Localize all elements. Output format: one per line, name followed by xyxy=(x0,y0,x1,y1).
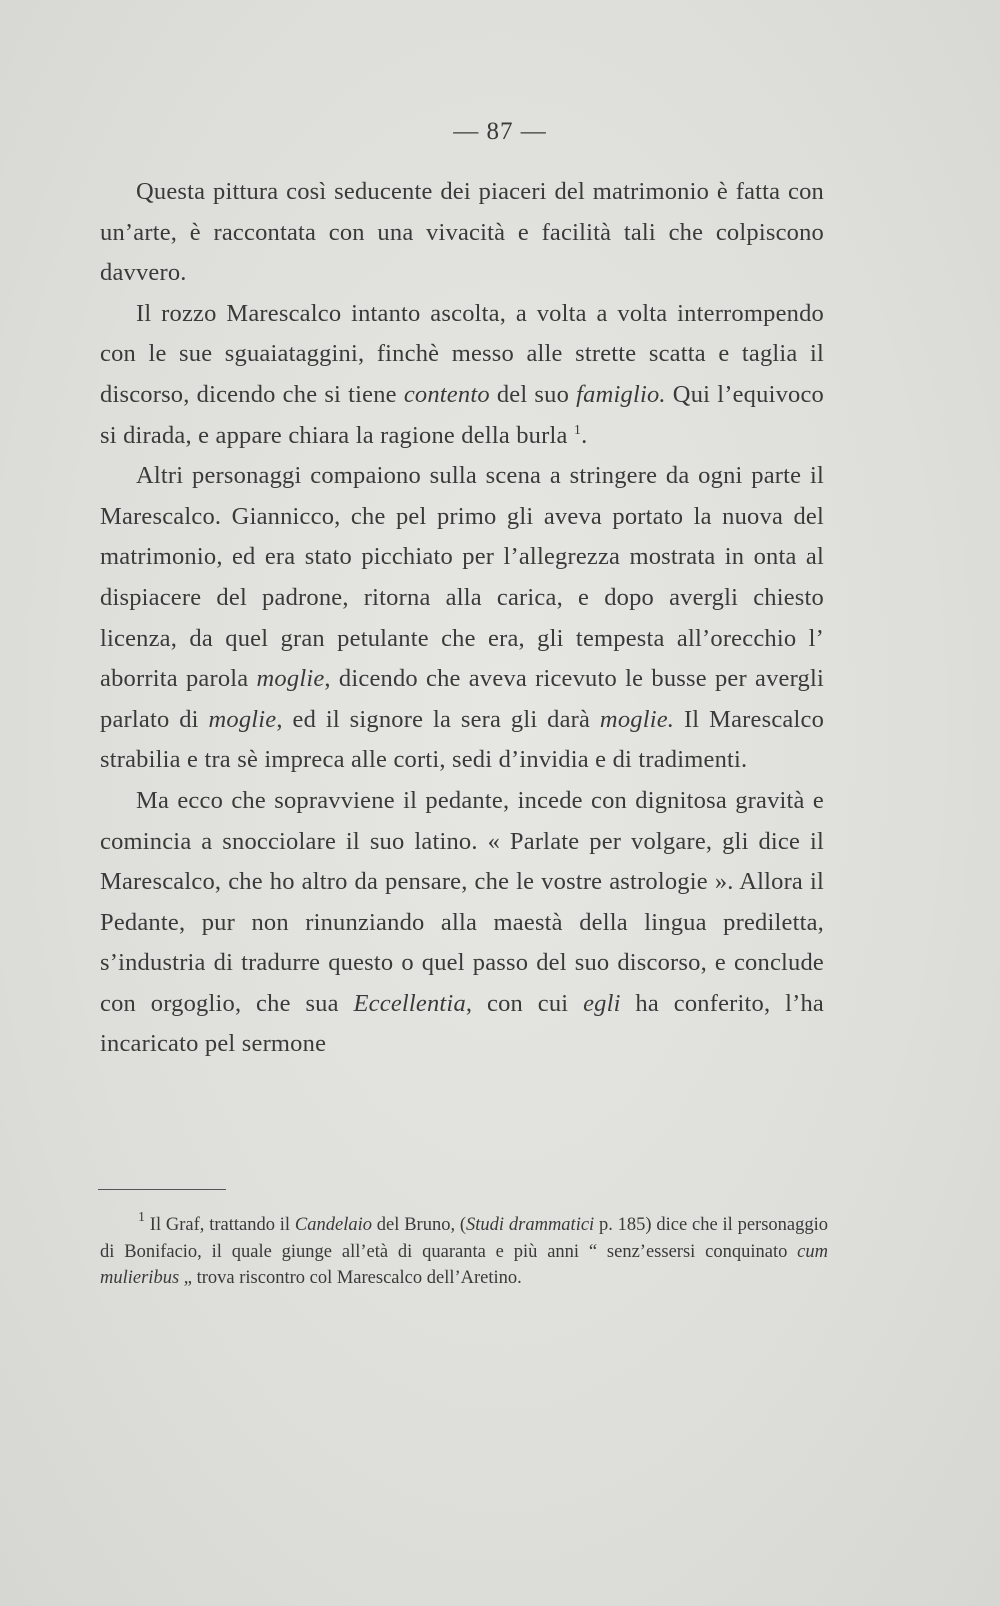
paragraph xyxy=(100,294,824,456)
italic-text: moglie xyxy=(256,665,325,693)
text-run: Il Marescalco strabilia e tra sè impreca alle corti, sedi d’invidia e di tradimenti. xyxy=(100,705,825,774)
text-run: „ trova riscontro col Marescalco dell’Aretino. xyxy=(179,1268,522,1289)
footnote xyxy=(100,1212,828,1292)
italic-text: Eccellentia xyxy=(353,989,466,1017)
text-run: , ed il signore la sera gli darà xyxy=(276,705,600,733)
italic-text: Candelaio xyxy=(294,1215,372,1235)
text-run: Ma ecco che sopravviene il pedante, incede con dignitosa gravità e comincia a snocciolare il suo latino. « Parlate per volgare, gli dice il Marescalco, che ho altro da pensare, che le vostre astrologie ». Allora il Pedante, pur non rinunziando alla maestà della lingua prediletta, s’industria di tradurre questo o quel passo del suo discorso, e conclude con orgoglio, che sua xyxy=(100,786,824,1017)
footnotes xyxy=(100,1212,828,1292)
paragraph xyxy=(100,456,824,781)
footnote-divider xyxy=(98,1189,226,1190)
italic-text: egli xyxy=(583,989,621,1017)
italic-text: famiglio. xyxy=(576,380,666,408)
text-run: Il rozzo Marescalco intanto ascolta, a volta a volta interrompendo con le sue sguaiataggini, finchè messo alle strette scatta e taglia il discorso, dicendo che si tiene xyxy=(100,299,824,408)
text-run: , dicendo che aveva ricevuto le busse per avergli parlato di xyxy=(100,665,825,733)
italic-text: contento xyxy=(403,380,490,408)
italic-text: Studi drammatici xyxy=(466,1215,595,1235)
text-run: del suo xyxy=(489,380,577,408)
text-run: . xyxy=(581,421,588,449)
text-run: Altri personaggi compaiono sulla scena a stringere da ogni parte il Marescalco. Giannicco, che pel primo gli aveva portato la nuova del matrimonio, ed era stato picchiato per l’allegrezza mostrata in onta al dispiacere del padrone, ritorna alla carica, e dopo avergli chiesto licenza, da quel gran petulante che era, gli tempesta all’orecchio l’ aborrita parola xyxy=(100,462,824,693)
paragraph xyxy=(100,781,824,1065)
body-text xyxy=(100,172,824,1065)
italic-text: moglie. xyxy=(599,705,675,733)
italic-text: moglie xyxy=(208,705,277,733)
text-run: Il Graf, trattando il xyxy=(145,1215,295,1235)
paragraph xyxy=(100,172,824,294)
text-run: Questa pittura così seducente dei piaceri del matrimonio è fatta con un’arte, è raccontata con una vivacità e facilità tali che colpiscono davvero. xyxy=(100,178,824,287)
footnote-marker: 1 xyxy=(573,422,582,438)
footnote-marker: 1 xyxy=(138,1210,145,1225)
text-run: p. 185) dice che il personaggio di Bonifacio, il quale giunge all’età di quaranta e più anni “ senz’essersi conquinato xyxy=(100,1215,828,1262)
text-run: del Bruno, ( xyxy=(371,1215,467,1235)
text-run: , con cui xyxy=(465,989,584,1017)
text-run: Qui l’equivoco si dirada, e appare chiara la ragione della burla xyxy=(100,380,824,449)
text-run: ha conferito, l’ha incaricato pel sermone xyxy=(100,989,824,1058)
italic-text: cum mulieribus xyxy=(100,1241,828,1289)
page-number: — 87 — xyxy=(453,118,547,145)
